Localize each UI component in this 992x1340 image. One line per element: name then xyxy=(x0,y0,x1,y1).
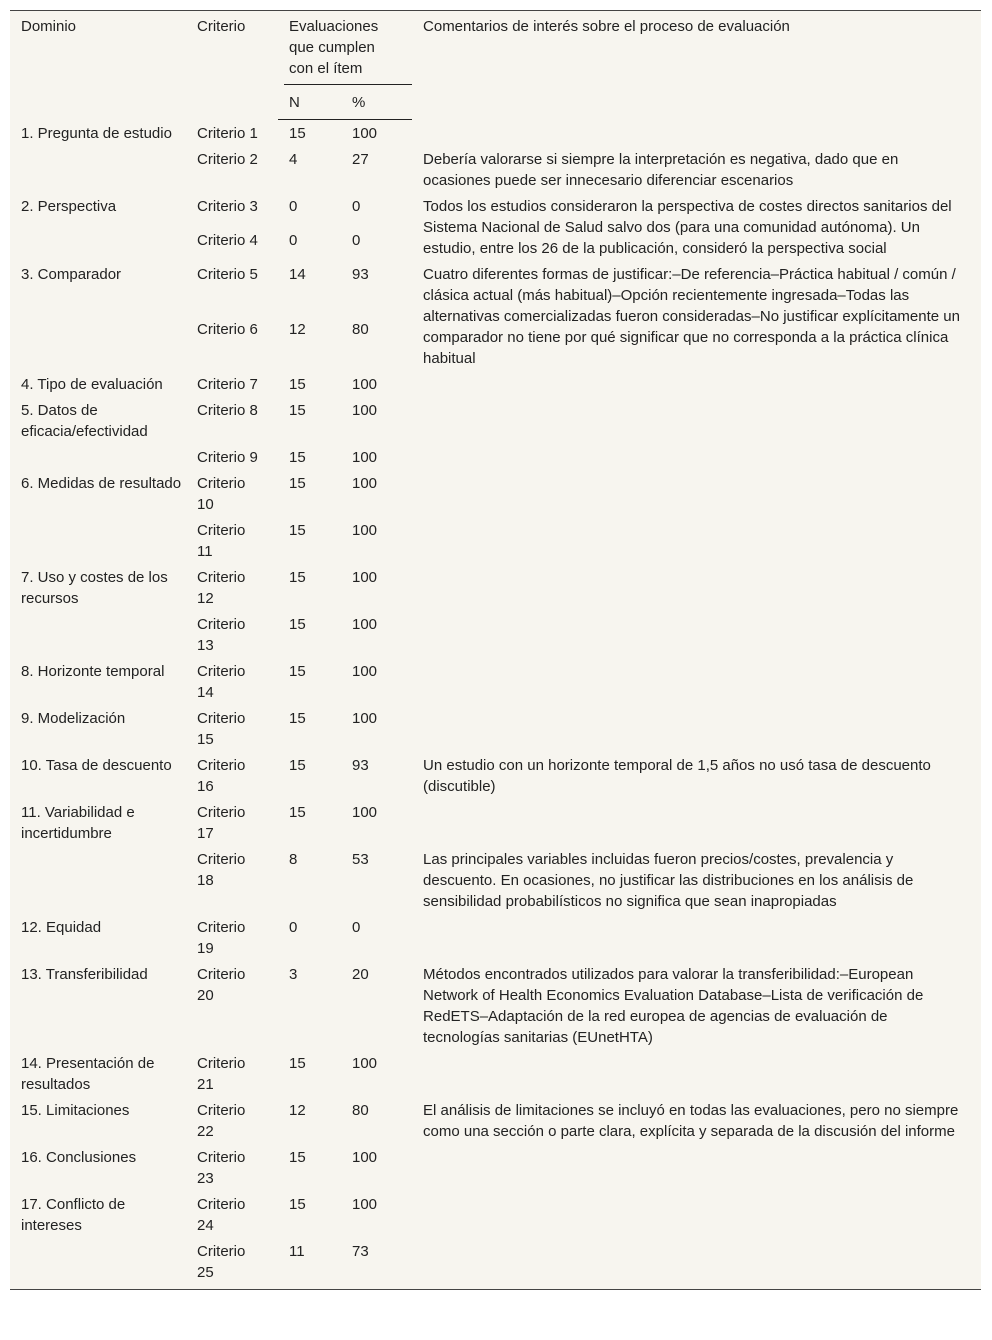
cell-criterion: Criterio 12 xyxy=(197,569,246,607)
cell-comment: Las principales variables incluidas fueron precios/costes, prevalencia y descuento. En ocasiones, no justificar las distribuciones en los análisis de sensibilidad probabilísticos no significa que sean inapropiadas xyxy=(423,851,914,910)
cell-domain: 3. Comparador xyxy=(21,266,122,283)
cell-criterion: Criterio 6 xyxy=(197,321,258,338)
table-row xyxy=(10,1238,981,1290)
cell-domain: 4. Tipo de evaluación xyxy=(21,376,163,393)
cell-comment: El análisis de limitaciones se incluyó en todas las evaluaciones, pero no siempre como una sección o parte clara, explícita y separada de la discusión del informe xyxy=(423,1102,959,1140)
cell-percent: 100 xyxy=(352,449,378,466)
cell-percent: 100 xyxy=(352,376,378,393)
cell-comment xyxy=(412,444,981,470)
cell-percent: 100 xyxy=(352,475,378,492)
cell-n: 0 xyxy=(289,919,298,936)
cell-percent: 20 xyxy=(352,966,369,983)
cell-comment xyxy=(412,470,981,517)
cell-domain: 6. Medidas de resultado xyxy=(21,475,182,492)
cell-domain: 15. Limitaciones xyxy=(21,1102,130,1119)
cell-criterion: Criterio 16 xyxy=(197,757,246,795)
cell-comment xyxy=(412,705,981,752)
cell-domain: 5. Datos de eficacia/efectividad xyxy=(21,402,148,440)
table-row xyxy=(10,1097,981,1144)
table-row xyxy=(10,444,981,470)
cell-percent: 100 xyxy=(352,125,378,142)
cell-n: 0 xyxy=(289,232,298,249)
cell-n: 15 xyxy=(289,376,306,393)
cell-domain: 2. Perspectiva xyxy=(21,198,117,215)
cell-n: 15 xyxy=(289,757,306,774)
cell-criterion: Criterio 18 xyxy=(197,851,246,889)
cell-criterion: Criterio 11 xyxy=(197,522,246,560)
cell-percent: 93 xyxy=(352,266,369,283)
cell-comment: Debería valorarse si siempre la interpretación es negativa, dado que en ocasiones puede ser innecesario diferenciar escenarios xyxy=(423,151,899,189)
header-evaluations: Evaluaciones que cumplen con el ítem xyxy=(289,18,379,77)
table-row xyxy=(10,193,981,227)
cell-percent: 100 xyxy=(352,804,378,821)
cell-criterion: Criterio 3 xyxy=(197,198,258,215)
cell-percent: 80 xyxy=(352,1102,369,1119)
table-row xyxy=(10,1050,981,1097)
cell-criterion: Criterio 5 xyxy=(197,266,258,283)
cell-percent: 80 xyxy=(352,321,369,338)
cell-n: 15 xyxy=(289,1149,306,1166)
cell-domain: 12. Equidad xyxy=(21,919,102,936)
cell-n: 15 xyxy=(289,522,306,539)
cell-criterion: Criterio 14 xyxy=(197,663,246,701)
cell-percent: 0 xyxy=(352,919,361,936)
cell-domain xyxy=(10,846,186,914)
cell-criterion: Criterio 19 xyxy=(197,919,246,957)
cell-percent: 73 xyxy=(352,1243,369,1260)
table-row xyxy=(10,564,981,611)
cell-percent: 100 xyxy=(352,1149,378,1166)
header-n: N xyxy=(278,85,341,120)
cell-criterion: Criterio 25 xyxy=(197,1243,246,1281)
cell-domain: 1. Pregunta de estudio xyxy=(21,124,172,142)
cell-comment xyxy=(412,611,981,658)
cell-comment xyxy=(412,517,981,564)
cell-criterion: Criterio 1 xyxy=(197,124,258,142)
header-evaluations-cell xyxy=(278,11,412,85)
cell-percent: 0 xyxy=(352,232,361,249)
cell-comment xyxy=(412,914,981,961)
cell-criterion: Criterio 22 xyxy=(197,1102,246,1140)
cell-criterion: Criterio 2 xyxy=(197,151,258,168)
cell-domain: 8. Horizonte temporal xyxy=(21,663,165,680)
cell-n: 15 xyxy=(289,125,306,142)
cell-percent: 100 xyxy=(352,522,378,539)
cell-domain: 17. Conflicto de intereses xyxy=(21,1196,126,1234)
cell-comment xyxy=(412,120,981,147)
cell-n: 15 xyxy=(289,1196,306,1213)
cell-percent: 100 xyxy=(352,616,378,633)
cell-domain xyxy=(10,1238,186,1290)
cell-domain xyxy=(10,444,186,470)
cell-n: 15 xyxy=(289,663,306,680)
cell-criterion: Criterio 13 xyxy=(197,616,246,654)
cell-domain: 10. Tasa de descuento xyxy=(21,757,172,774)
table-row xyxy=(10,470,981,517)
cell-domain: 9. Modelización xyxy=(21,710,126,727)
header-row-1 xyxy=(10,11,981,85)
cell-domain xyxy=(10,611,186,658)
table-row xyxy=(10,397,981,444)
cell-percent: 0 xyxy=(352,198,361,215)
cell-domain: 7. Uso y costes de los recursos xyxy=(21,569,168,607)
cell-criterion: Criterio 10 xyxy=(197,475,246,513)
cell-comment: Métodos encontrados utilizados para valorar la transferibilidad:–European Network of Health Economics Evaluation Database–Lista de verificación de RedETS–Adaptación de la red europea de agencias de evaluación de tecnologías sanitarias (EUnetHTA) xyxy=(423,966,924,1046)
table-row xyxy=(10,611,981,658)
cell-n: 12 xyxy=(289,1102,306,1119)
cell-domain: 13. Transferibilidad xyxy=(21,966,148,983)
cell-n: 15 xyxy=(289,710,306,727)
cell-criterion: Criterio 9 xyxy=(197,449,258,466)
cell-domain xyxy=(10,316,186,371)
table-row xyxy=(10,961,981,1050)
cell-n: 15 xyxy=(289,616,306,633)
table-row xyxy=(10,799,981,846)
table-header xyxy=(10,11,981,120)
cell-n: 15 xyxy=(289,449,306,466)
cell-percent: 100 xyxy=(352,710,378,727)
cell-comment xyxy=(412,658,981,705)
cell-criterion: Criterio 23 xyxy=(197,1149,246,1187)
header-comments: Comentarios de interés sobre el proceso de evaluación xyxy=(423,18,790,35)
cell-comment xyxy=(412,371,981,397)
cell-percent: 100 xyxy=(352,1055,378,1072)
cell-criterion: Criterio 20 xyxy=(197,966,246,1004)
cell-percent: 53 xyxy=(352,851,369,868)
cell-n: 0 xyxy=(289,198,298,215)
cell-n: 12 xyxy=(289,321,306,338)
cell-n: 15 xyxy=(289,1055,306,1072)
header-domain: Dominio xyxy=(21,18,77,35)
cell-n: 15 xyxy=(289,569,306,586)
table-row xyxy=(10,752,981,799)
cell-comment: Todos los estudios consideraron la perspectiva de costes directos sanitarios del Sistema Nacional de Salud salvo dos (para una comunidad autónoma). Un estudio, entre los 26 de la publicación, consideró la perspectiva social xyxy=(423,198,952,257)
cell-criterion: Criterio 17 xyxy=(197,804,246,842)
cell-domain xyxy=(10,146,186,193)
cell-n: 11 xyxy=(289,1243,305,1260)
table-row xyxy=(10,1191,981,1238)
cell-percent: 93 xyxy=(352,757,369,774)
cell-percent: 100 xyxy=(352,402,378,419)
cell-domain: 16. Conclusiones xyxy=(21,1149,137,1166)
cell-percent: 100 xyxy=(352,1196,378,1213)
cell-comment xyxy=(412,1144,981,1191)
cell-n: 4 xyxy=(289,151,298,168)
header-criterion: Criterio xyxy=(197,18,246,35)
table-row xyxy=(10,914,981,961)
cell-comment xyxy=(412,397,981,444)
table-row xyxy=(10,146,981,193)
cell-n: 15 xyxy=(289,804,306,821)
cell-n: 15 xyxy=(289,475,306,492)
cell-comment xyxy=(412,1050,981,1097)
cell-domain: 11. Variabilidad e incertidumbre xyxy=(21,804,135,842)
cell-percent: 100 xyxy=(352,663,378,680)
table-row xyxy=(10,1144,981,1191)
table-row xyxy=(10,371,981,397)
cell-criterion: Criterio 8 xyxy=(197,402,258,419)
cell-domain xyxy=(10,517,186,564)
cell-criterion: Criterio 21 xyxy=(197,1055,246,1093)
cell-comment: Cuatro diferentes formas de justificar:–De referencia–Práctica habitual / común / clásica actual (más habitual)–Opción recientemente ingresada–Todas las alternativas comercializadas fueron consideradas–No justificar explícitamente un comparador no tiene por qué significar que no corresponda a la práctica clínica habitual xyxy=(423,266,960,367)
table-row xyxy=(10,517,981,564)
evaluation-criteria-table xyxy=(10,11,981,1290)
table-row xyxy=(10,705,981,752)
cell-comment xyxy=(412,1238,981,1290)
cell-comment: Un estudio con un horizonte temporal de 1,5 años no usó tasa de descuento (discutible) xyxy=(423,757,931,795)
table-row xyxy=(10,846,981,914)
cell-n: 3 xyxy=(289,966,298,983)
cell-percent: 100 xyxy=(352,569,378,586)
cell-percent: 27 xyxy=(352,151,369,168)
cell-criterion: Criterio 4 xyxy=(197,232,258,249)
evaluation-table-container xyxy=(10,11,981,1290)
cell-criterion: Criterio 7 xyxy=(197,376,258,393)
cell-n: 15 xyxy=(289,402,306,419)
cell-criterion: Criterio 15 xyxy=(197,710,246,748)
cell-domain xyxy=(10,227,186,261)
header-percent: % xyxy=(341,85,412,120)
cell-n: 8 xyxy=(289,851,298,868)
cell-comment xyxy=(412,564,981,611)
cell-comment xyxy=(412,799,981,846)
cell-criterion: Criterio 24 xyxy=(197,1196,246,1234)
cell-n: 14 xyxy=(289,266,306,283)
table-row xyxy=(10,658,981,705)
table-row xyxy=(10,120,981,147)
table-row xyxy=(10,261,981,316)
table-body xyxy=(10,120,981,1291)
cell-comment xyxy=(412,1191,981,1238)
cell-domain: 14. Presentación de resultados xyxy=(21,1055,155,1093)
